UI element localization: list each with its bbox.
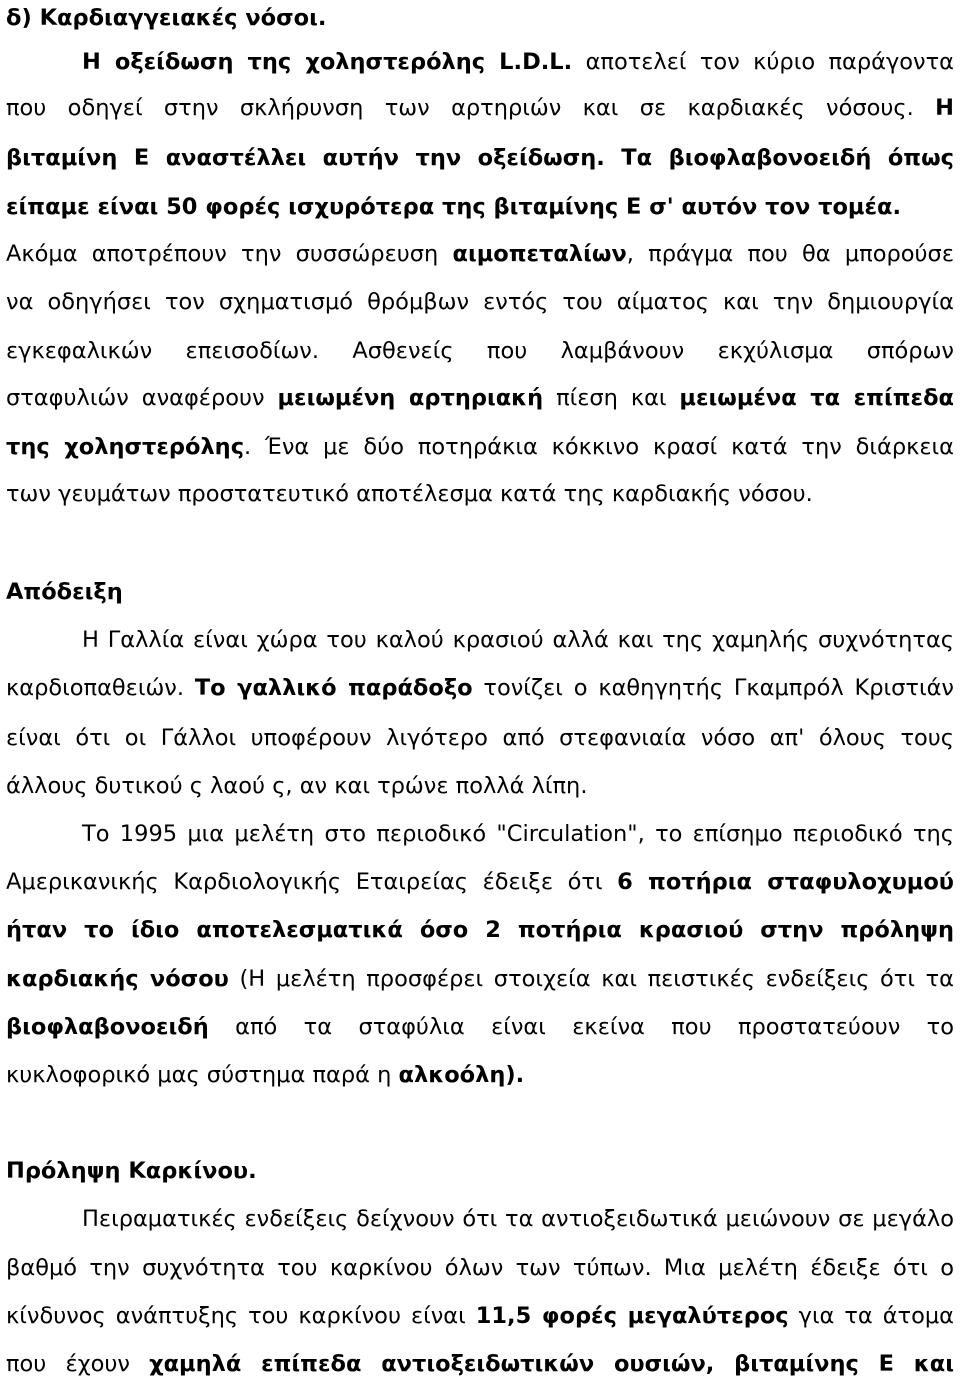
paragraph-line xyxy=(6,187,954,227)
bold-text-run: αιμοπεταλίων xyxy=(452,241,627,267)
paragraph-line xyxy=(6,1199,954,1239)
text-run: κίνδυνος ανάπτυξης του καρκίνου είναι xyxy=(6,1303,476,1329)
paragraph-line xyxy=(6,668,954,708)
bold-text-run: βιοφλαβονοειδή xyxy=(6,1014,209,1040)
paragraph-line xyxy=(6,1296,954,1336)
paragraph-line xyxy=(6,138,954,178)
section-heading-cardio: δ) Καρδιαγγειακές νόσοι. xyxy=(6,5,327,31)
text-run: Πειραματικές ενδείξεις δείχνουν ότι τα αντιοξειδωτικά μειώνουν σε μεγάλο xyxy=(82,1206,954,1232)
bold-text-run: Το γαλλικό παράδοξο xyxy=(194,675,473,701)
text-run: (Η μελέτη προσφέρει στοιχεία και πειστικές ενδείξεις ότι τα xyxy=(228,966,954,992)
text-run: άλλους δυτικού ς λαού ς, αν και τρώνε πολλά λίπη. xyxy=(6,773,588,799)
paragraph-line xyxy=(6,427,954,467)
text-run: βαθμό την συχνότητα του καρκίνου όλων των τύπων. Μια μελέτη έδειξε ότι ο xyxy=(6,1255,954,1281)
bold-text-run: μειωμένα τα επίπεδα xyxy=(679,385,954,411)
text-run: σταφυλιών αναφέρουν xyxy=(6,385,278,411)
text-run: από τα σταφύλια είναι εκείνα που προστατεύουν το xyxy=(208,1014,954,1040)
paragraph-line xyxy=(6,814,954,854)
text-run: που έχουν xyxy=(6,1351,150,1377)
paragraph-line xyxy=(6,620,954,660)
text-run: να οδηγήσει τον σχηματισμό θρόμβων εντός του αίματος και την δημιουργία xyxy=(6,289,954,315)
text-run: πίεση και xyxy=(543,385,680,411)
text-run: , πράγμα που θα μπορούσε xyxy=(626,241,954,267)
paragraph-line xyxy=(6,1055,954,1095)
bold-text-run: ήταν το ίδιο αποτελεσματικά όσο 2 ποτήρια κρασιού στην πρόληψη xyxy=(6,917,954,943)
text-run: Το 1995 μια μελέτη στο περιοδικό "Circulation", το επίσημο περιοδικό της xyxy=(82,821,954,847)
bold-text-run: μειωμένη αρτηριακή xyxy=(277,385,544,411)
text-run: που οδηγεί στην σκλήρυνση των αρτηριών και σε καρδιακές νόσους. xyxy=(6,95,936,121)
text-run: είναι ότι οι Γάλλοι υποφέρουν λιγότερο από στεφανιαία νόσο απ' όλους τους xyxy=(6,725,954,751)
paragraph-line xyxy=(6,282,954,322)
bold-text-run: βιταμίνη Ε αναστέλλει αυτήν την οξείδωση. Τα βιοφλαβονοειδή όπως xyxy=(6,145,954,171)
bold-text-run: 6 ποτήρια σταφυλοχυμού xyxy=(617,869,954,895)
text-run: εγκεφαλικών επεισοδίων. Ασθενείς που λαμβάνουν εκχύλισμα σπόρων xyxy=(6,338,954,364)
paragraph-line xyxy=(6,766,954,806)
bold-text-run: είπαμε είναι 50 φορές ισχυρότερα της βιταμίνης Ε σ' αυτόν τον τομέα. xyxy=(6,194,902,220)
text-run: Η Γαλλία είναι χώρα του καλού κρασιού αλλά και της χαμηλής συχνότητας xyxy=(82,627,954,653)
bold-text-run: Η xyxy=(935,95,954,121)
paragraph-line xyxy=(6,1007,954,1047)
paragraph-line xyxy=(6,1248,954,1288)
bold-text-run: χαμηλά επίπεδα αντιοξειδωτικών ουσιών, βιταμίνης Ε και xyxy=(149,1351,954,1377)
text-run: τονίζει ο καθηγητής Γκαμπρόλ Κριστιάν xyxy=(472,675,954,701)
bold-text-run: αλκοόλη). xyxy=(398,1062,525,1088)
bold-text-run: 11,5 φορές μεγαλύτερος xyxy=(475,1303,789,1329)
bold-text-run: Η οξείδωση της χοληστερόλης L.D.L. xyxy=(82,49,573,75)
paragraph-line xyxy=(6,910,954,950)
text-run: για τα άτομα xyxy=(788,1303,955,1329)
text-run: κυκλοφορικό μας σύστημα παρά η xyxy=(6,1062,399,1088)
bold-text-run: καρδιακής νόσου xyxy=(6,966,229,992)
paragraph-line xyxy=(6,88,954,128)
text-run: Αμερικανικής Καρδιολογικής Εταιρείας έδειξε ότι xyxy=(6,869,618,895)
text-run: των γευμάτων προστατευτικό αποτέλεσμα κατά της καρδιακής νόσου. xyxy=(6,481,813,507)
paragraph-line xyxy=(6,331,954,371)
section-heading-cancer: Πρόληψη Καρκίνου. xyxy=(6,1158,257,1184)
paragraph-line xyxy=(6,959,954,999)
paragraph-line xyxy=(6,862,954,902)
text-run: Ακόμα αποτρέπουν την συσσώρευση xyxy=(6,241,453,267)
paragraph-line xyxy=(6,234,954,274)
text-run: αποτελεί τον κύριο παράγοντα xyxy=(572,49,954,75)
paragraph-line xyxy=(6,1344,954,1384)
paragraph-line xyxy=(6,718,954,758)
paragraph-line xyxy=(6,378,954,418)
text-run: . Ένα με δύο ποτηράκια κόκκινο κρασί κατά την διάρκεια xyxy=(244,434,954,460)
bold-text-run: της χοληστερόλης xyxy=(6,434,245,460)
section-heading-proof: Απόδειξη xyxy=(6,579,123,605)
text-run: καρδιοπαθειών. xyxy=(6,675,195,701)
paragraph-line xyxy=(6,42,954,82)
paragraph-line xyxy=(6,474,954,514)
